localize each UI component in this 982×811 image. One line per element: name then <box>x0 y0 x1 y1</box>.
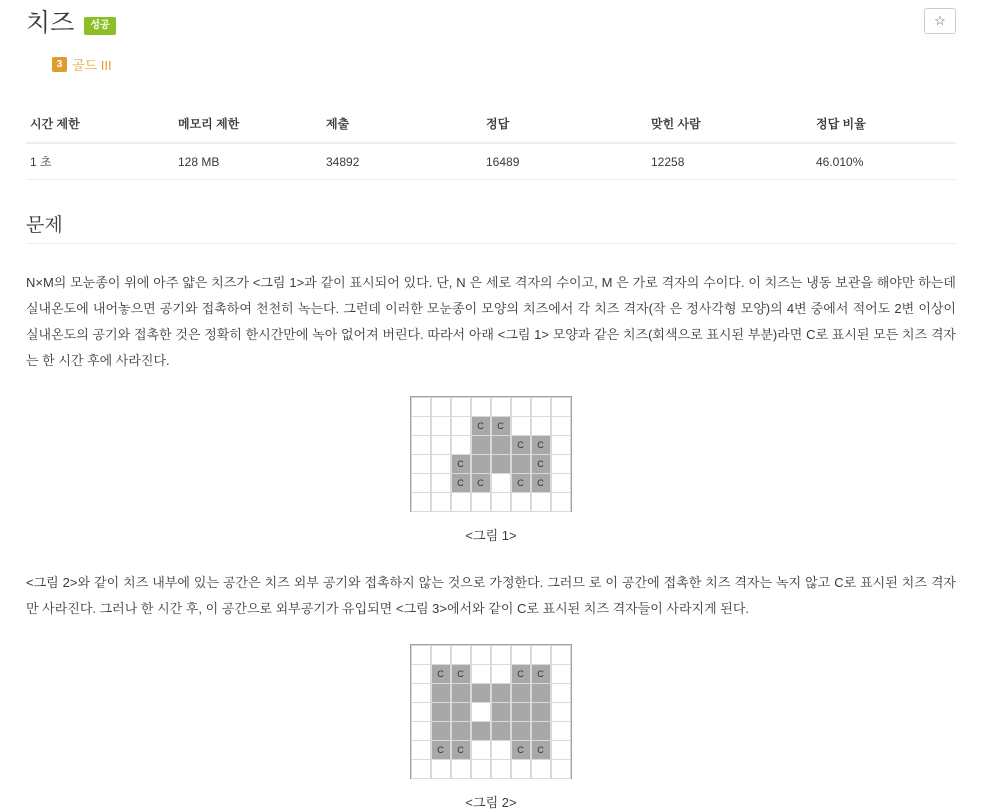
grid-cell <box>451 397 471 417</box>
grid-cell <box>431 683 451 703</box>
col-accept-rate: 정답 비율 <box>812 107 956 143</box>
grid-cell <box>491 645 511 665</box>
table-header-row <box>26 107 956 143</box>
grid-cell <box>411 740 431 760</box>
figure-2-caption: <그림 2> <box>465 795 517 810</box>
value-memory-limit: 128 MB <box>174 143 322 180</box>
grid-cell: C <box>511 664 531 684</box>
col-submissions: 제출 <box>322 107 482 143</box>
figure-2 <box>26 644 956 811</box>
grid-cell <box>431 416 451 436</box>
value-solvers: 12258 <box>647 143 812 180</box>
status-badge: 성공 <box>84 17 115 35</box>
problem-paragraph-1: N×M의 모눈종이 위에 아주 얇은 치즈가 <그림 1>과 같이 표시되어 있다. 단, N 은 세로 격자의 수이고, M 은 가로 격자의 수이다. 이 치즈는 냉동 보관을 해야만 하는데 실내온도에 내어놓으면 공기와 접촉하여 천천히 녹는다. 그런데 이러한 모눈종이 모양의 치즈에서 각 치즈 격자(작 은 정사각형 모양)의 4변 중에서 적어도 2변 이상이 실내온도의 공기와 접촉한 것은 정확히 한시간만에 녹아 없어져 버린다. 따라서 아래 <그림 1> 모양과 같은 치즈(회색으로 표시된 부분)라면 C로 표시된 모든 치즈 격자는 한 시간 후에 사라진다. <box>26 275 956 368</box>
grid-cell <box>431 721 451 741</box>
grid-cell <box>431 435 451 455</box>
grid-cell <box>431 492 451 512</box>
grid-cell <box>451 683 471 703</box>
section-title-problem: 문제 <box>26 210 956 244</box>
grid-cell: C <box>531 435 551 455</box>
grid-cell <box>411 435 431 455</box>
grid-cell: C <box>531 454 551 474</box>
grid-cell <box>551 454 571 474</box>
value-accept-rate: 46.010% <box>812 143 956 180</box>
grid-cell <box>471 683 491 703</box>
grid-cell <box>431 702 451 722</box>
grid-cell <box>471 397 491 417</box>
grid-cell <box>531 416 551 436</box>
star-icon: ☆ <box>934 13 946 28</box>
grid-cell <box>471 645 491 665</box>
grid-cell <box>531 759 551 779</box>
grid-cell <box>551 397 571 417</box>
grid-cell <box>491 759 511 779</box>
figure-1-caption: <그림 1> <box>465 528 517 543</box>
page-title: 치즈 <box>26 9 75 37</box>
grid-cell <box>511 416 531 436</box>
grid-cell <box>551 721 571 741</box>
grid-cell <box>511 454 531 474</box>
grid-cell <box>411 416 431 436</box>
grid-cell <box>431 454 451 474</box>
grid-cell: C <box>451 740 471 760</box>
tier-badge-icon: 3 <box>52 57 67 72</box>
grid-cell <box>551 435 571 455</box>
value-accepted: 16489 <box>482 143 647 180</box>
col-memory-limit: 메모리 제한 <box>174 107 322 143</box>
grid-cell <box>451 721 471 741</box>
col-accepted: 정답 <box>482 107 647 143</box>
grid-cell <box>491 702 511 722</box>
grid-cell <box>471 759 491 779</box>
grid-cell <box>411 454 431 474</box>
favorite-star-button[interactable] <box>924 8 956 34</box>
col-time-limit: 시간 제한 <box>26 107 174 143</box>
grid-cell <box>411 492 431 512</box>
grid-cell <box>411 645 431 665</box>
grid-cell <box>531 721 551 741</box>
grid-cell: C <box>511 740 531 760</box>
tier-row[interactable] <box>26 54 956 74</box>
grid-cell <box>551 683 571 703</box>
grid-cell <box>471 740 491 760</box>
grid-cell <box>531 397 551 417</box>
grid-cell <box>511 721 531 741</box>
grid-cell <box>551 416 571 436</box>
grid-cell <box>411 683 431 703</box>
grid-cell <box>511 702 531 722</box>
grid-cell <box>551 759 571 779</box>
grid-cell <box>491 435 511 455</box>
grid-cell: C <box>491 416 511 436</box>
figure-1-grid <box>410 396 572 512</box>
grid-cell <box>431 645 451 665</box>
grid-cell <box>491 721 511 741</box>
grid-cell <box>551 740 571 760</box>
grid-cell: C <box>431 664 451 684</box>
grid-cell <box>471 721 491 741</box>
grid-cell <box>511 759 531 779</box>
grid-cell <box>431 759 451 779</box>
grid-cell <box>531 702 551 722</box>
grid-cell <box>511 492 531 512</box>
grid-cell <box>491 740 511 760</box>
grid-cell <box>551 645 571 665</box>
grid-cell <box>451 702 471 722</box>
grid-cell <box>511 645 531 665</box>
grid-cell <box>451 645 471 665</box>
grid-cell <box>411 759 431 779</box>
grid-cell: C <box>451 664 471 684</box>
grid-cell <box>551 664 571 684</box>
value-submissions: 34892 <box>322 143 482 180</box>
grid-cell <box>411 702 431 722</box>
title-row <box>26 0 956 38</box>
col-solvers: 맞힌 사람 <box>647 107 812 143</box>
grid-cell <box>511 683 531 703</box>
grid-cell <box>491 492 511 512</box>
grid-cell <box>491 664 511 684</box>
grid-cell <box>531 683 551 703</box>
grid-cell <box>551 473 571 493</box>
grid-cell <box>411 473 431 493</box>
grid-cell: C <box>451 473 471 493</box>
grid-cell: C <box>451 454 471 474</box>
grid-cell: C <box>531 664 551 684</box>
grid-cell: C <box>471 473 491 493</box>
grid-cell <box>451 435 471 455</box>
figure-1 <box>26 396 956 544</box>
grid-cell <box>531 645 551 665</box>
grid-cell <box>451 416 471 436</box>
grid-cell <box>451 759 471 779</box>
grid-cell <box>411 397 431 417</box>
grid-cell: C <box>531 740 551 760</box>
grid-cell <box>471 454 491 474</box>
grid-cell: C <box>431 740 451 760</box>
grid-cell <box>471 702 491 722</box>
problem-info-table <box>26 107 956 180</box>
grid-cell <box>511 397 531 417</box>
grid-cell <box>431 473 451 493</box>
grid-cell <box>411 721 431 741</box>
problem-paragraph-2: <그림 2>와 같이 치즈 내부에 있는 공간은 치즈 외부 공기와 접촉하지 않는 것으로 가정한다. 그러므 로 이 공간에 접촉한 치즈 격자는 녹지 않고 C로 표시된 치즈 격자만 사라진다. 그러나 한 시간 후, 이 공간으로 외부공기가 유입되면 <그림 3>에서와 같이 C로 표시된 치즈 격자들이 사라지게 된다. <box>26 575 956 616</box>
grid-cell <box>471 664 491 684</box>
grid-cell <box>491 683 511 703</box>
value-time-limit: 1 초 <box>26 143 174 180</box>
grid-cell <box>491 473 511 493</box>
table-row <box>26 143 956 180</box>
grid-cell <box>451 492 471 512</box>
grid-cell <box>531 492 551 512</box>
grid-cell: C <box>511 473 531 493</box>
grid-cell <box>491 397 511 417</box>
grid-cell <box>471 492 491 512</box>
grid-cell <box>431 397 451 417</box>
figure-2-grid <box>410 644 572 779</box>
grid-cell: C <box>471 416 491 436</box>
grid-cell: C <box>531 473 551 493</box>
grid-cell: C <box>511 435 531 455</box>
grid-cell <box>551 492 571 512</box>
grid-cell <box>551 702 571 722</box>
grid-cell <box>491 454 511 474</box>
grid-cell <box>411 664 431 684</box>
grid-cell <box>471 435 491 455</box>
tier-label: 골드 III <box>72 57 112 73</box>
